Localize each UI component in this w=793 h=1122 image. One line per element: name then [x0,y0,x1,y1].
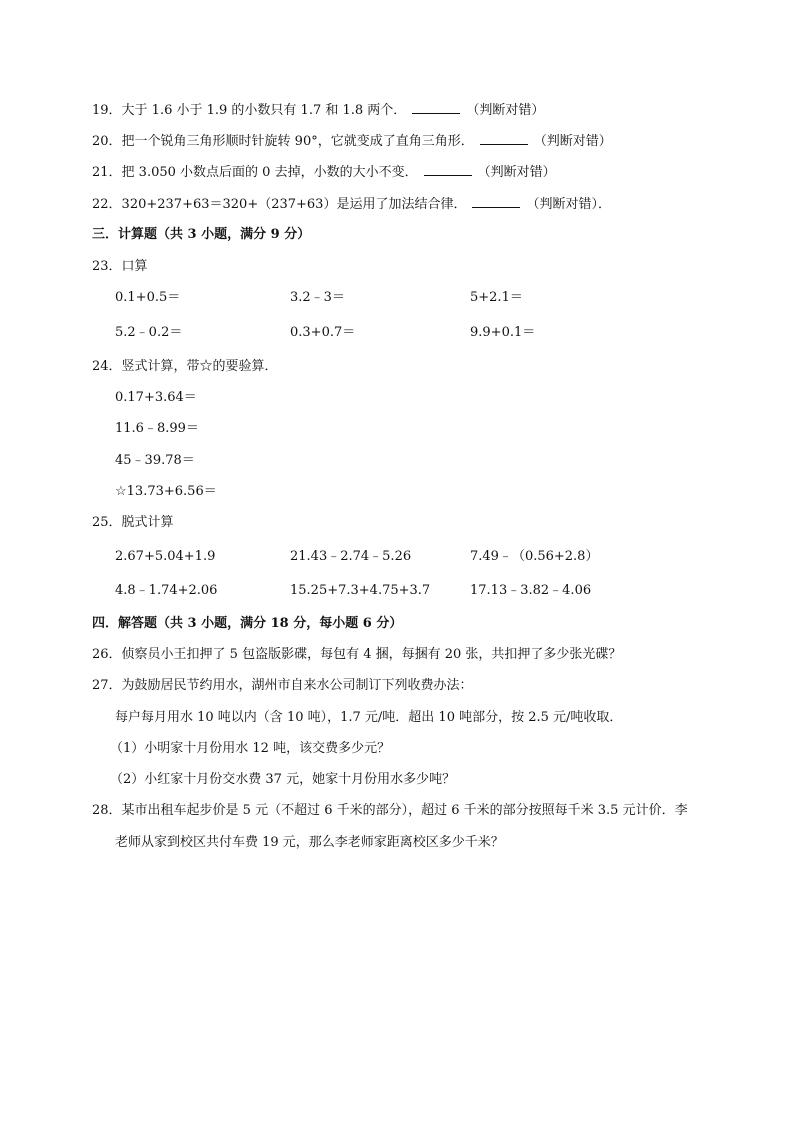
stepwise-calc-item: 17.13﹣3.82﹣4.06 [470,583,592,598]
question-23-title: 23．口算 [92,259,148,274]
q-number: 20． [92,134,122,149]
answer-blank[interactable] [480,132,528,145]
q-suffix: （判断对错）． [526,197,611,212]
oral-calc-item: 3.2﹣3＝ [290,290,345,305]
q-text: 把 3.050 小数点后面的 0 去掉，小数的大小不变． [121,165,418,180]
question-26: 26．侦察员小王扣押了 5 包盗版影碟，每包有 4 捆，每捆有 20 张，共扣押了多少张光碟？ [92,647,622,662]
oral-calc-item: 5.2﹣0.2＝ [115,325,183,340]
question-28-line-2: 老师从家到校区共付车费 19 元，那么李老师家距离校区多少千米？ [115,835,504,850]
oral-calc-item: 0.3+0.7＝ [290,325,356,340]
q-text: 大于 1.6 小于 1.9 的小数只有 1.7 和 1.8 两个． [121,103,407,118]
q-number: 22． [92,197,122,212]
oral-calc-item: 0.1+0.5＝ [115,290,181,305]
oral-calc-item: 5+2.1＝ [470,290,523,305]
section-4-heading: 四．解答题（共 3 小题，满分 18 分，每小题 6 分） [92,616,403,631]
question-19 [92,101,544,120]
stepwise-calc-item: 4.8﹣1.74+2.06 [115,583,218,598]
question-28-line-1: 28．某市出租车起步价是 5 元（不超过 6 千米的部分），超过 6 千米的部分按照每千米 3.5 元计价．李 [92,803,688,818]
stepwise-calc-item: 15.25+7.3+4.75+3.7 [290,583,431,598]
q-suffix: （判断对错） [466,103,545,118]
question-25-title: 25．脱式计算 [92,515,174,530]
question-24-title: 24．竖式计算，带☆的要验算． [92,359,278,374]
question-22 [92,195,611,214]
vertical-calc-item: 11.6﹣8.99＝ [115,421,199,436]
q-suffix: （判断对错） [533,134,612,149]
vertical-calc-item: ☆13.73+6.56＝ [115,484,217,499]
stepwise-calc-item: 21.43﹣2.74﹣5.26 [290,549,412,564]
question-27-title: 27．为鼓励居民节约用水，湖州市自来水公司制订下列收费办法： [92,678,473,693]
question-27-part-2: （2）小红家十月份交水费 37 元，她家十月份用水多少吨？ [110,772,456,787]
q-text: 320+237+63＝320+（237+63）是运用了加法结合律． [121,197,467,212]
question-21 [92,163,556,182]
question-27-rule: 每户每月用水 10 吨以内（含 10 吨），1.7 元/吨．超出 10 吨部分，按 2.5 元/吨收取． [115,710,623,725]
vertical-calc-item: 45﹣39.78＝ [115,453,195,468]
vertical-calc-item: 0.17+3.64＝ [115,390,197,405]
q-text: 把一个锐角三角形顺时针旋转 90°，它就变成了直角三角形． [121,134,474,149]
section-3-heading: 三．计算题（共 3 小题，满分 9 分） [92,227,311,242]
question-20 [92,132,612,151]
oral-calc-item: 9.9+0.1＝ [470,325,536,340]
answer-blank[interactable] [424,163,472,176]
stepwise-calc-item: 2.67+5.04+1.9 [115,549,216,564]
q-number: 21． [92,165,122,180]
q-suffix: （判断对错） [477,165,556,180]
answer-blank[interactable] [412,101,460,114]
question-27-part-1: （1）小明家十月份用水 12 吨，该交费多少元？ [110,741,391,756]
q-number: 19． [92,103,122,118]
stepwise-calc-item: 7.49﹣（0.56+2.8） [470,549,599,564]
answer-blank[interactable] [472,195,520,208]
